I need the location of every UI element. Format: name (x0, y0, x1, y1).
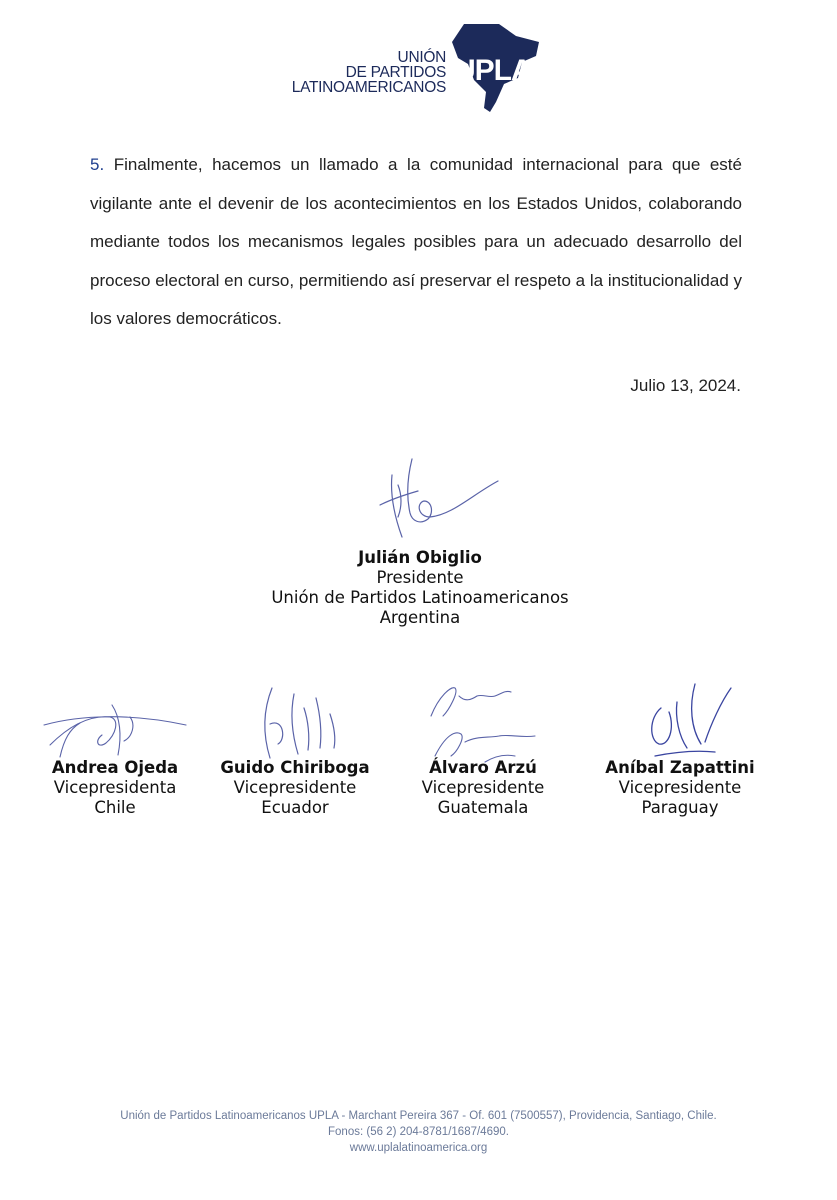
item-number: 5. (90, 155, 105, 174)
paragraph-text: Finalmente, hacemos un llamado a la comunidad internacional para que esté vigilante ante el devenir de los acontecimientos en los Estados Unidos, colaborando mediante todos los mecanismos legales posibles para un adecuado desarrollo del proceso electoral en curso, permitiendo así preservar el respeto a la institucionalidad y los valores democráticos. (90, 155, 743, 328)
vp-title: Vicepresidente (421, 778, 545, 797)
footer-website-link[interactable]: www.uplalatinoamerica.org (349, 1142, 488, 1154)
logo-line-3: LATINOAMERICANOS (291, 79, 446, 96)
vp-country: Paraguay (641, 798, 719, 817)
vp-country: Ecuador (261, 798, 329, 817)
vp-title: Vicepresidenta (53, 778, 177, 797)
signature-zapattini (635, 678, 745, 768)
signature-arzu (425, 676, 555, 768)
footer-phones: Fonos: (56 2) 204-8781/1687/4690. (328, 1126, 509, 1138)
president-name: Julián Obiglio (358, 548, 482, 567)
president-signature (372, 455, 502, 545)
president-org: Unión de Partidos Latinoamericanos (271, 588, 569, 607)
vp-name: Andrea Ojeda (51, 758, 179, 777)
vp-title: Vicepresidente (618, 778, 742, 797)
logo-wordmark (292, 50, 446, 95)
upla-logo (291, 22, 546, 114)
document-date: Julio 13, 2024. (630, 376, 741, 395)
vp-name: Aníbal Zapattini (605, 758, 755, 777)
vp-country: Chile (94, 798, 136, 817)
vp-block-zapattini (592, 758, 768, 818)
vp-block-ojeda (30, 758, 200, 818)
logo-line-1: UNIÓN (397, 49, 446, 66)
logo-line-2: DE PARTIDOS (345, 64, 446, 81)
vp-country: Guatemala (437, 798, 529, 817)
president-title: Presidente (376, 568, 464, 587)
closing-paragraph (90, 146, 742, 339)
vp-block-chiriboga (207, 758, 383, 818)
vp-name: Guido Chiriboga (220, 758, 370, 777)
signature-ojeda (40, 695, 190, 765)
president-country: Argentina (379, 608, 461, 627)
signature-chiriboga (250, 684, 350, 764)
vp-block-arzu (398, 758, 568, 818)
president-block (230, 548, 610, 628)
vp-name: Álvaro Arzú (429, 758, 537, 777)
vp-title: Vicepresidente (233, 778, 357, 797)
footer-address: Unión de Partidos Latinoamericanos UPLA - Marchant Pereira 367 - Of. 601 (7500557), Providencia, Santiago, Chile. (120, 1110, 717, 1122)
svg-text:UPLA: UPLA (454, 54, 532, 87)
page-footer (0, 1108, 837, 1156)
americas-map-logo-icon (444, 22, 544, 114)
